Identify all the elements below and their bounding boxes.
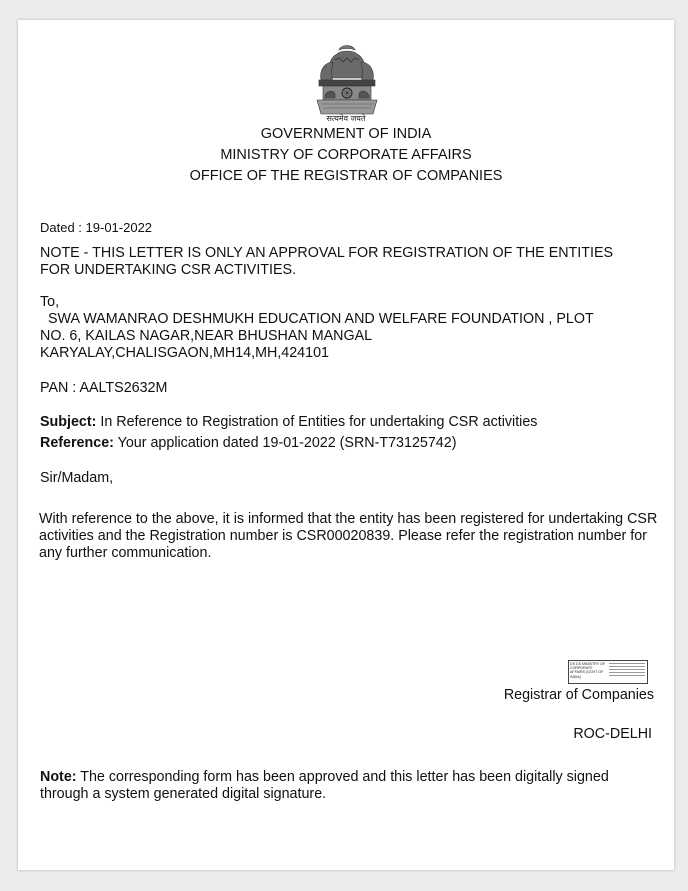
to-label: To, <box>40 294 60 310</box>
note-label: Note: <box>40 769 77 785</box>
header-ministry: MINISTRY OF CORPORATE AFFAIRS <box>220 147 472 163</box>
subject-label: Subject: <box>40 414 97 430</box>
reference-line <box>40 435 660 452</box>
emblem-motto: सत्यमेव जयते <box>326 114 366 123</box>
approval-note: NOTE - THIS LETTER IS ONLY AN APPROVAL FOR REGISTRATION OF THE ENTITIES FOR UNDERTAKING CSR ACTIVITIES. <box>40 245 614 278</box>
address-line-1: SWA WAMANRAO DESHMUKH EDUCATION AND WELFARE FOUNDATION , PLOT <box>48 311 594 327</box>
pan-number: PAN : AALTS2632M <box>40 380 168 396</box>
header-office: OFFICE OF THE REGISTRAR OF COMPANIES <box>189 168 503 184</box>
roc-office: ROC-DELHI <box>573 726 652 742</box>
national-emblem-icon <box>309 40 385 140</box>
address-line-2: NO. 6, KAILAS NAGAR,NEAR BHUSHAN MANGAL <box>40 328 373 344</box>
subject-line <box>40 414 660 431</box>
signature-details <box>609 663 645 678</box>
signature-note <box>40 769 655 803</box>
letter-date: Dated : 19-01-2022 <box>40 220 153 235</box>
reference-text: Your application dated 19-01-2022 (SRN-T73125742) <box>113 435 457 451</box>
digital-signature-box <box>568 660 648 684</box>
registrar-title: Registrar of Companies <box>503 687 654 703</box>
signature-text: DS DS MINISTRY OF CORPORATE AFFAIRS (GOVT OF INDIA) <box>570 662 606 679</box>
recipient-address <box>40 311 650 362</box>
document-page <box>18 20 674 870</box>
note-text: The corresponding form has been approved and this letter has been digitally signed through a system generated digital signature. <box>40 769 609 802</box>
reference-label: Reference: <box>40 435 114 451</box>
address-line-3: KARYALAY,CHALISGAON,MH14,MH,424101 <box>40 345 329 361</box>
subject-text: In Reference to Registration of Entities for undertaking CSR activities <box>96 414 538 430</box>
header-government: GOVERNMENT OF INDIA <box>260 126 432 142</box>
salutation: Sir/Madam, <box>40 470 114 486</box>
letter-body: With reference to the above, it is informed that the entity has been registered for undertaking CSR activities and the Registration number is CSR00020839. Please refer the registration number for any further communication. <box>39 511 658 561</box>
